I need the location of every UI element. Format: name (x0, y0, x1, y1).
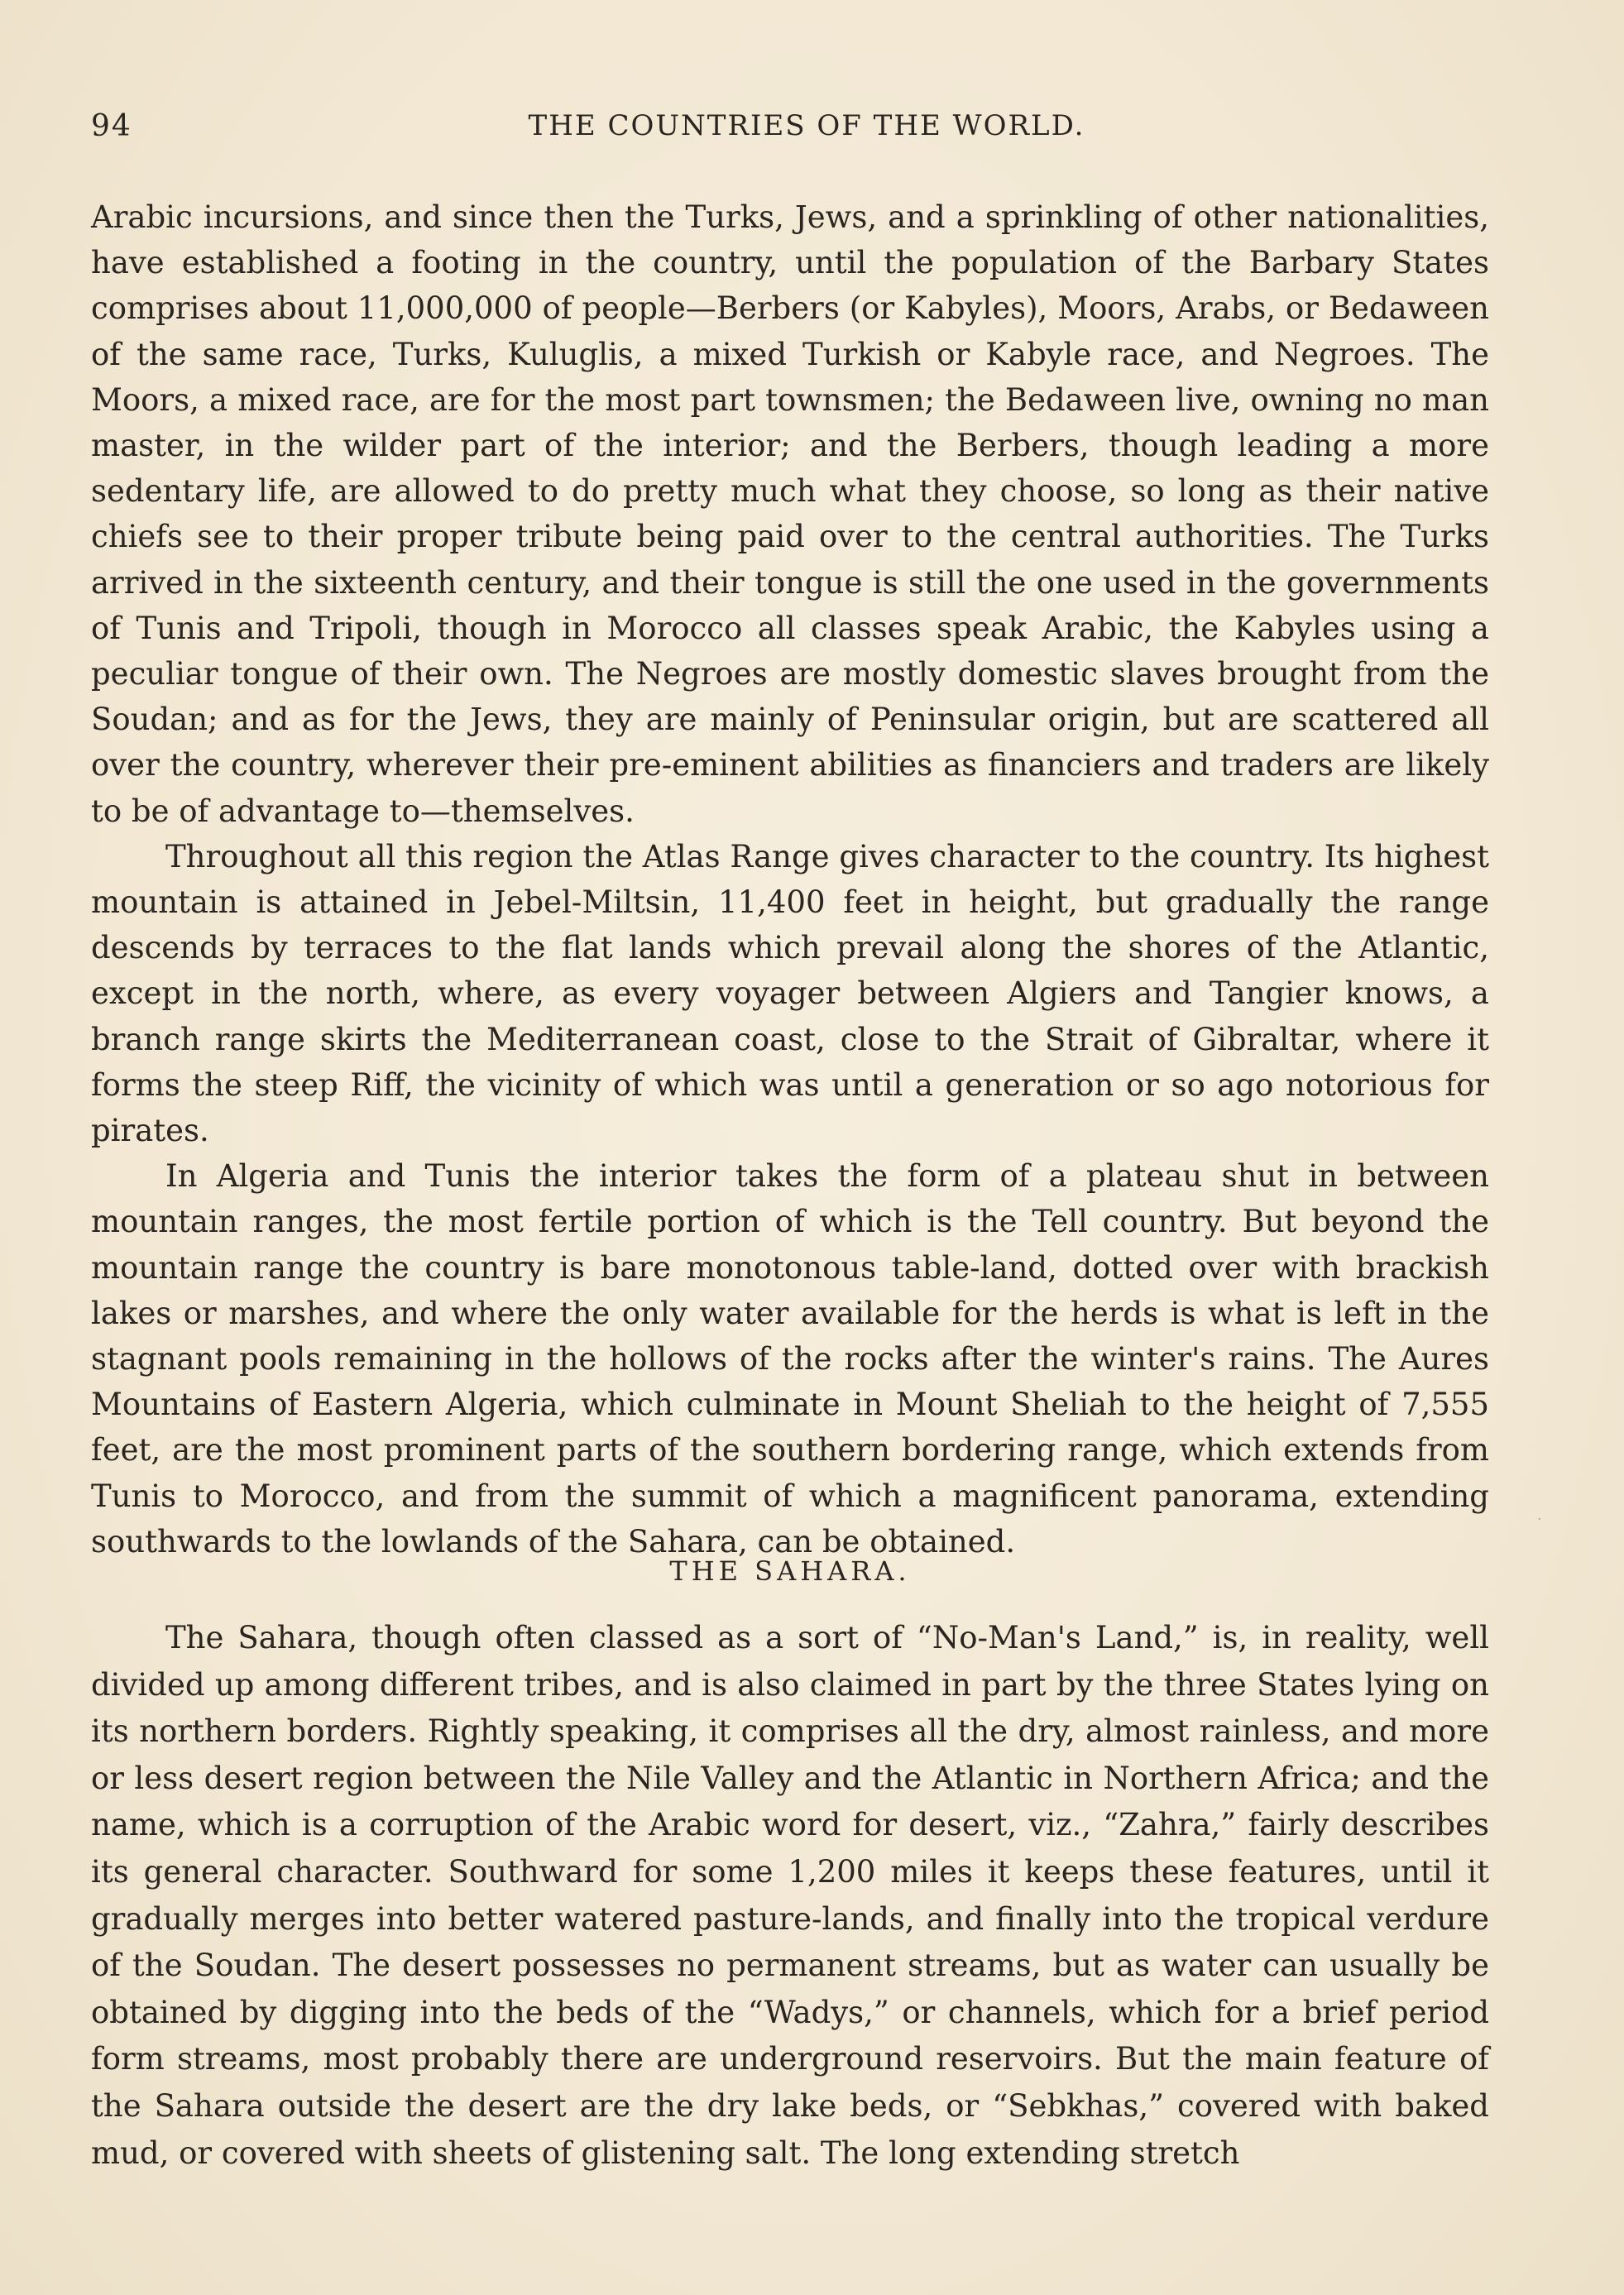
section-body (91, 1615, 1489, 2177)
running-title: THE COUNTRIES OF THE WORLD. (528, 109, 1085, 142)
paragraph-atlas-range: Throughout all this region the Atlas Range gives character to the country. Its highest mountain is attained in Jebel-Miltsin, 11,400 feet in height, but gradually the range descends by terraces to the flat lands which prevail along the shores of the Atlantic, except in the north, where, as every voyager between Algiers and Tangier knows, a branch range skirts the Mediterranean coast, close to the Strait of Gibraltar, where it forms the steep Riff, the vicinity of which was until a generation or so ago notorious for pirates. (91, 838, 1489, 1149)
paragraph-continued: Arabic incursions, and since then the Turks, Jews, and a sprinkling of other nationalities, have established a footing in the country, until the population of the Barbary States comprises about 11,000,000 of people—Berbers (or Kabyles), Moors, Arabs, or Bedaween of the same race, Turks, Kuluglis, a mixed Turkish or Kabyle race, and Negroes. The Moors, a mixed race, are for the most part townsmen; the Bedaween live, owning no man master, in the wilder part of the interior; and the Berbers, though leading a more sedentary life, are allowed to do pretty much what they choose, so long as their native chiefs see to their proper tribute being paid over to the central authorities. The Turks arrived in the sixteenth century, and their tongue is still the one used in the governments of Tunis and Tripoli, though in Morocco all classes speak Arabic, the Kabyles using a peculiar tongue of their own. The Negroes are mostly domestic slaves brought from the Soudan; and as for the Jews, they are mainly of Peninsular origin, but are scattered all over the country, wherever their pre-eminent abilities as financiers and traders are likely to be of advantage to—themselves. (91, 199, 1489, 829)
body-text (91, 194, 1489, 1564)
section-heading: THE SAHARA. (669, 1555, 911, 1587)
page-number: 94 (91, 109, 132, 143)
page-header (91, 109, 1489, 159)
page-speck: · (1537, 1511, 1542, 1528)
paragraph-algeria-tunis: In Algeria and Tunis the interior takes the form of a plateau shut in between mountain ranges, the most fertile portion of which is the Tell country. But beyond the mountain range the country is bare monotonous table-land, dotted over with brackish lakes or marshes, and where the only water available for the herds is what is left in the stagnant pools remaining in the hollows of the rocks after the winter's rains. The Aures Mountains of Eastern Algeria, which culminate in Mount Sheliah to the height of 7,555 feet, are the most prominent parts of the southern bordering range, which extends from Tunis to Morocco, and from the summit of which a magnificent panorama, extending southwards to the lowlands of the Sahara, can be obtained. (91, 1158, 1489, 1560)
paragraph-sahara: The Sahara, though often classed as a sort of “No-Man's Land,” is, in reality, well divided up among different tribes, and is also claimed in part by the three States lying on its northern borders. Rightly speaking, it comprises all the dry, almost rainless, and more or less desert region between the Nile Valley and the Atlantic in Northern Africa; and the name, which is a corruption of the Arabic word for desert, viz., “Zahra,” fairly describes its general character. Southward for some 1,200 miles it keeps these features, until it gradually merges into better watered pasture-lands, and finally into the tropical verdure of the Soudan. The desert possesses no permanent streams, but as water can usually be obtained by digging into the beds of the “Wadys,” or channels, which for a brief period form streams, most probably there are underground reservoirs. But the main feature of the Sahara outside the desert are the dry lake beds, or “Sebkhas,” covered with baked mud, or covered with sheets of glistening salt. The long extending stretch (91, 1620, 1489, 2171)
